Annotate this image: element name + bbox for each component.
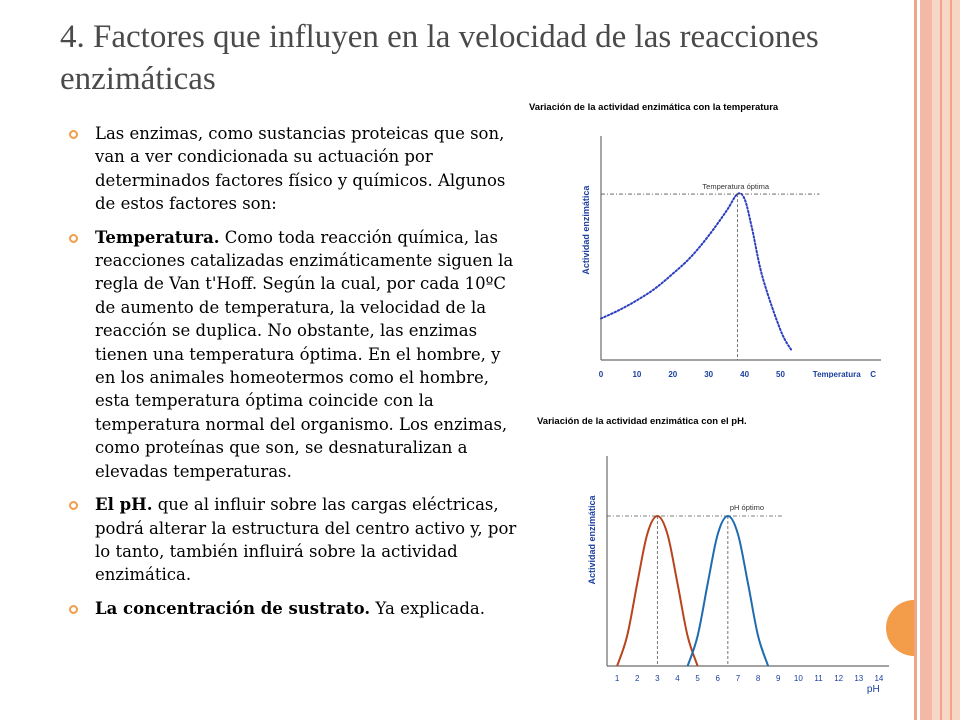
ph-x-tick-label: 5 [695, 674, 700, 683]
ph-x-tick-label: 14 [874, 674, 884, 683]
bullet-ring-icon [69, 130, 78, 139]
ph-x-tick-label: 4 [675, 674, 680, 683]
bullet-ring-icon [69, 605, 78, 614]
ph-x-tick-label: 10 [793, 674, 803, 683]
ph-x-tick-label: 13 [854, 674, 864, 683]
temp-x-axis-label: Temperatura [812, 370, 861, 378]
temp-x-tick-label: 10 [632, 370, 642, 378]
bullet-item [68, 122, 518, 216]
bullet-text: Ya explicada. [370, 598, 485, 618]
temp-x-tick-label: 0 [598, 370, 604, 378]
bullet-item [68, 226, 518, 483]
ph-chart-title: Variación de la actividad enzimática con el pH. [537, 416, 747, 427]
temp-x-tick-label: 20 [668, 370, 678, 378]
temp-x-tick-label: 30 [704, 370, 714, 378]
bullet-item [68, 493, 518, 587]
frame-band-line [914, 0, 917, 720]
temp-x-unit-label: C [870, 370, 877, 378]
ph-x-tick-label: 7 [735, 674, 741, 683]
ph-y-axis-label: Actividad enzimática [587, 495, 597, 585]
frame-band-line-2 [940, 0, 942, 720]
bullet-ring-icon [69, 501, 78, 510]
temp-optimum-label: Temperatura óptima [702, 182, 770, 192]
slide-title: 4. Factores que influyen en la velocidad de las reacciones enzimáticas [60, 19, 819, 97]
ph-x-tick-label: 6 [715, 674, 721, 683]
temperature-chart [570, 128, 895, 378]
ph-x-tick-label: 11 [814, 674, 823, 683]
bullet-list [68, 122, 518, 630]
ph-x-tick-label: 2 [634, 674, 640, 683]
temp-y-axis-label: Actividad enzimática [581, 185, 591, 275]
ph-x-tick-label: 9 [775, 674, 781, 683]
ph-chart [575, 448, 895, 698]
ph-x-tick-label: 8 [755, 674, 761, 683]
bullet-ring-icon [69, 234, 78, 243]
temp-chart-title: Variación de la actividad enzimática con la temperatura [529, 102, 779, 113]
temp-x-tick-label: 40 [740, 370, 750, 378]
bullet-text: que al influir sobre las cargas eléctricas, podrá alterar la estructura del centro activo y, por lo tanto, también influirá sobre la actividad enzimática. [95, 495, 517, 585]
bullet-item [68, 597, 518, 620]
ph-optimum-label: pH óptimo [729, 503, 765, 512]
frame-band-line-3 [950, 0, 952, 720]
frame-band-outer [932, 0, 960, 720]
bullet-bold: Temperatura. [95, 227, 220, 247]
temp-activity-line [601, 193, 791, 350]
ph-x-tick-label: 1 [614, 674, 620, 683]
bullet-text: Como toda reacción química, las reacciones catalizadas enzimáticamente siguen la regla de Van t'Hoff. Según la cual, por cada 10ºC de aumento de temperatura, la velocidad de la reacción se duplica. No obstante, las enzimas tienen una temperatura óptima. En el hombre, y en los animales homeotermos como el hombre, esta temperatura óptima coincide con la temperatura normal del organismo. Los enzimas, como proteínas que son, se desnaturalizan a elevadas temperaturas. [95, 227, 514, 481]
frame-band-pink [920, 0, 932, 720]
bullet-text: Las enzimas, como sustancias proteicas que son, van a ver condicionada su actuación por determinados factores físico y químicos. Algunos de estos factores son: [95, 124, 506, 214]
bullet-bold: El pH. [95, 495, 153, 515]
temp-x-tick-label: 50 [776, 370, 785, 378]
bullet-bold: La concentración de sustrato. [95, 598, 371, 618]
ph-x-tick-label: 12 [834, 674, 844, 683]
ph-x-axis-label: pH [866, 684, 880, 695]
ph-x-tick-label: 3 [655, 674, 660, 683]
